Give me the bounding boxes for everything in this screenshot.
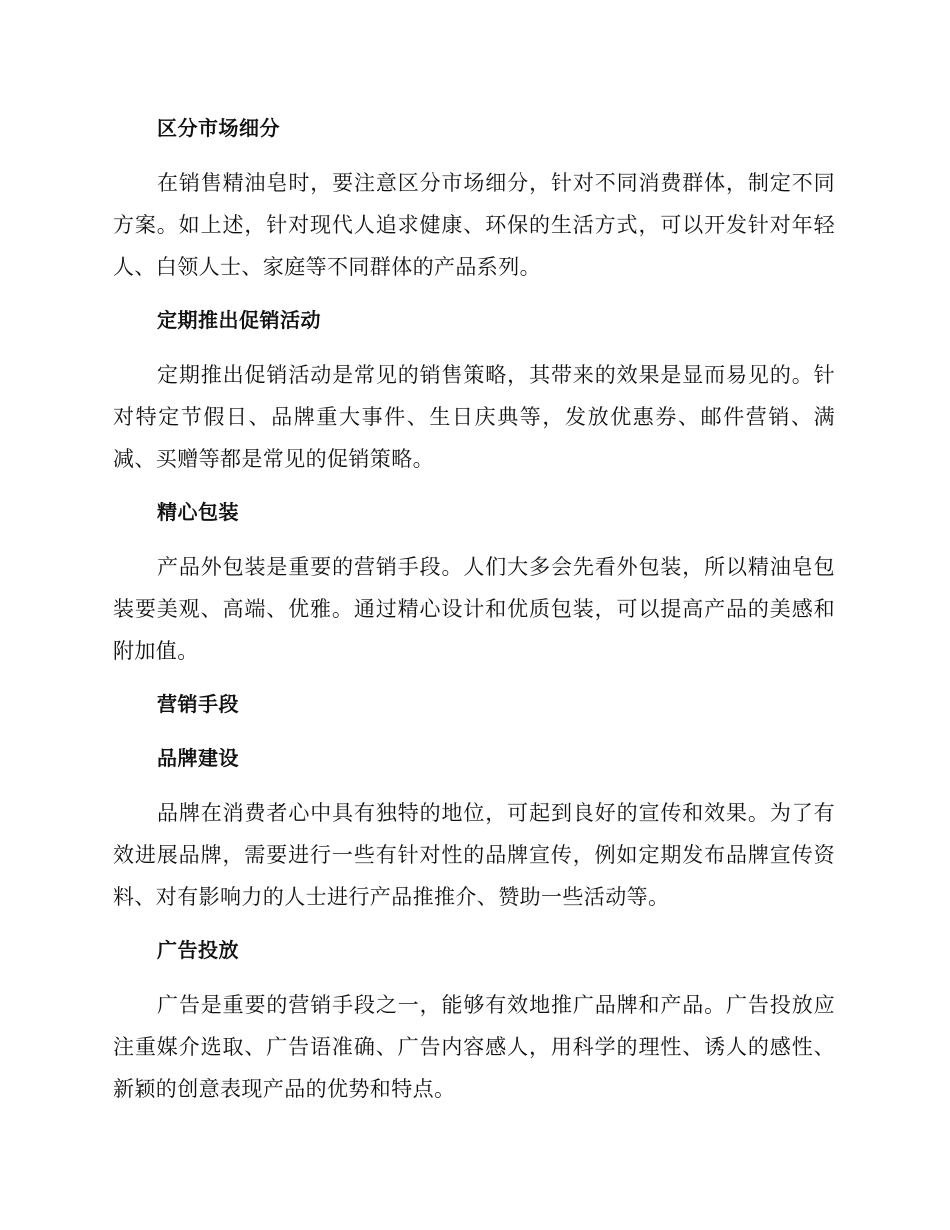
section-packaging: [113, 492, 835, 672]
section-heading: 广告投放: [157, 938, 239, 962]
section-paragraph: 在销售精油皂时，要注意区分市场细分，针对不同消费群体，制定不同方案。如上述，针对现代人追求健康、环保的生活方式，可以开发针对年轻人、白领人士、家庭等不同群体的产品系列。: [113, 171, 835, 279]
section-advertising: [113, 930, 835, 1110]
section-heading: 精心包装: [157, 500, 239, 524]
section-heading: 品牌建设: [157, 746, 239, 770]
section-paragraph: 定期推出促销活动是常见的销售策略，其带来的效果是显而易见的。针对特定节假日、品牌重大事件、生日庆典等，发放优惠券、邮件营销、满减、买赠等都是常见的促销策略。: [113, 363, 835, 471]
section-heading: 营销手段: [157, 692, 239, 716]
section-paragraph: 品牌在消费者心中具有独特的地位，可起到良好的宣传和效果。为了有效进展品牌，需要进行一些有针对性的品牌宣传，例如定期发布品牌宣传资料、对有影响力的人士进行产品推推介、赞助一些活动等。: [113, 801, 835, 909]
section-market-segmentation: [113, 108, 835, 288]
section-heading: 定期推出促销活动: [157, 308, 321, 332]
section-brand-building: [113, 738, 835, 918]
section-promotions: [113, 300, 835, 480]
section-marketing-means: [113, 684, 835, 724]
section-paragraph: 广告是重要的营销手段之一，能够有效地推广品牌和产品。广告投放应注重媒介选取、广告语准确、广告内容感人，用科学的理性、诱人的感性、新颖的创意表现产品的优势和特点。: [113, 993, 835, 1101]
section-heading: 区分市场细分: [157, 116, 280, 140]
document-page: [113, 108, 835, 1122]
section-paragraph: 产品外包装是重要的营销手段。人们大多会先看外包装，所以精油皂包装要美观、高端、优雅。通过精心设计和优质包装，可以提高产品的美感和附加值。: [113, 555, 835, 663]
